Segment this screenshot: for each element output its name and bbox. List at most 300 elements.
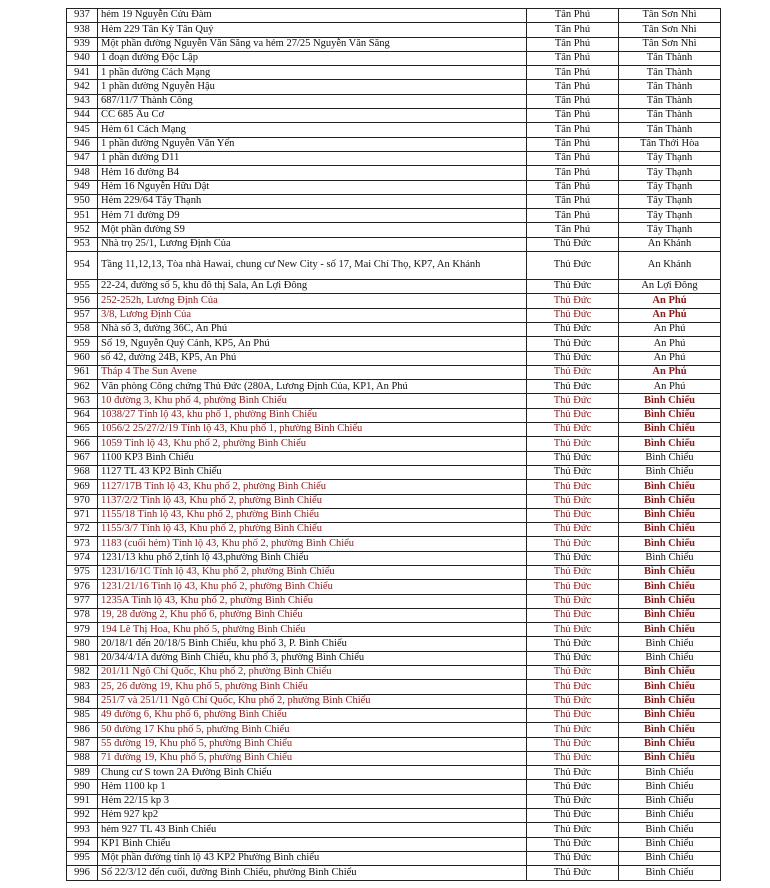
table-row [67,166,721,180]
address-cell: Một phần đường Nguyễn Văn Săng va hẻm 27/25 Nguyễn Văn Săng [98,37,527,51]
row-number-cell: 948 [67,166,98,180]
row-number-cell: 959 [67,337,98,351]
ward-cell: Bình Chiểu [619,465,721,479]
ward-cell: Bình Chiểu [619,794,721,808]
address-cell: 71 đường 19, Khu phố 5, phường Bình Chiểu [98,751,527,765]
district-cell: Thủ Đức [527,666,619,680]
table-row [67,423,721,437]
table-row [67,680,721,694]
ward-cell: Tân Sơn Nhì [619,37,721,51]
row-number-cell: 990 [67,780,98,794]
district-cell: Thủ Đức [527,594,619,608]
row-number-cell: 983 [67,680,98,694]
district-cell: Thủ Đức [527,480,619,494]
table-row [67,408,721,422]
row-number-cell: 964 [67,408,98,422]
district-cell: Thủ Đức [527,365,619,379]
ward-cell: An Phú [619,380,721,394]
ward-cell: Tây Thạnh [619,209,721,223]
row-number-cell: 943 [67,94,98,108]
table-row [67,337,721,351]
table-row [67,280,721,294]
row-number-cell: 988 [67,751,98,765]
table-row [67,780,721,794]
table-row [67,508,721,522]
table-row [67,294,721,308]
district-cell: Thủ Đức [527,252,619,280]
table-row [67,823,721,837]
ward-cell: Bình Chiểu [619,480,721,494]
table-row [67,751,721,765]
address-table [66,8,721,881]
ward-cell: Bình Chiểu [619,494,721,508]
ward-cell: Tân Thành [619,109,721,123]
table-row [67,252,721,280]
row-number-cell: 938 [67,23,98,37]
district-cell: Thủ Đức [527,465,619,479]
address-cell: Hẻm 16 Nguyễn Hữu Dật [98,180,527,194]
table-row [67,94,721,108]
table-row [67,437,721,451]
row-number-cell: 965 [67,423,98,437]
district-cell: Thủ Đức [527,337,619,351]
district-cell: Thủ Đức [527,451,619,465]
district-cell: Thủ Đức [527,680,619,694]
row-number-cell: 957 [67,308,98,322]
row-number-cell: 987 [67,737,98,751]
table-row [67,565,721,579]
address-cell: CC 685 Âu Cơ [98,109,527,123]
address-cell: 1038/27 Tỉnh lộ 43, khu phố 1, phường Bình Chiểu [98,408,527,422]
ward-cell: An Phú [619,294,721,308]
ward-cell: Tây Thạnh [619,194,721,208]
table-row [67,137,721,151]
row-number-cell: 963 [67,394,98,408]
ward-cell: Bình Chiểu [619,723,721,737]
table-row [67,666,721,680]
table-row [67,109,721,123]
row-number-cell: 937 [67,9,98,23]
address-cell: Hẻm 61 Cách Mạng [98,123,527,137]
district-cell: Thủ Đức [527,280,619,294]
address-cell: 687/11/7 Thành Công [98,94,527,108]
address-cell: 20/34/4/1A đường Bình Chiểu, khu phố 3, phường Bình Chiểu [98,651,527,665]
district-cell: Thủ Đức [527,237,619,251]
row-number-cell: 969 [67,480,98,494]
table-row [67,723,721,737]
row-number-cell: 944 [67,109,98,123]
table-row [67,594,721,608]
row-number-cell: 971 [67,508,98,522]
row-number-cell: 950 [67,194,98,208]
table-row [67,737,721,751]
ward-cell: An Phú [619,365,721,379]
row-number-cell: 976 [67,580,98,594]
row-number-cell: 947 [67,151,98,165]
district-cell: Thủ Đức [527,637,619,651]
district-cell: Tân Phú [527,209,619,223]
address-cell: Hẻm 927 kp2 [98,809,527,823]
table-row [67,151,721,165]
ward-cell: Bình Chiểu [619,580,721,594]
ward-cell: Tân Thới Hòa [619,137,721,151]
row-number-cell: 940 [67,51,98,65]
ward-cell: Bình Chiểu [619,394,721,408]
district-cell: Thủ Đức [527,537,619,551]
address-cell: 1 phần đường Cách Mạng [98,66,527,80]
table-row [67,237,721,251]
table-row [67,380,721,394]
district-cell: Thủ Đức [527,565,619,579]
district-cell: Thủ Đức [527,380,619,394]
table-row [67,623,721,637]
address-cell: 1 phần đường Nguyễn Hậu [98,80,527,94]
address-cell: 1183 (cuối hẻm) Tỉnh lộ 43, Khu phố 2, phường Bình Chiểu [98,537,527,551]
table-body [67,9,721,881]
table-row [67,223,721,237]
district-cell: Thủ Đức [527,608,619,622]
district-cell: Tân Phú [527,137,619,151]
row-number-cell: 973 [67,537,98,551]
ward-cell: Bình Chiểu [619,451,721,465]
address-cell: 1231/16/1C Tỉnh lộ 43, Khu phố 2, phường Bình Chiểu [98,565,527,579]
table-row [67,608,721,622]
address-cell: 1155/3/7 Tỉnh lộ 43, Khu phố 2, phường Bình Chiểu [98,523,527,537]
table-row [67,9,721,23]
row-number-cell: 952 [67,223,98,237]
address-cell: 1127/17B Tỉnh lộ 43, Khu phố 2, phường Bình Chiểu [98,480,527,494]
address-cell: 1 phần đường D11 [98,151,527,165]
district-cell: Thủ Đức [527,794,619,808]
ward-cell: Bình Chiểu [619,608,721,622]
district-cell: Thủ Đức [527,294,619,308]
address-cell: Hẻm 22/15 kp 3 [98,794,527,808]
address-cell: 1137/2/2 Tỉnh lộ 43, Khu phố 2, phường Bình Chiểu [98,494,527,508]
table-row [67,451,721,465]
address-cell: Nhà trọ 25/1, Lương Định Của [98,237,527,251]
address-cell: 1231/21/16 Tỉnh lộ 43, Khu phố 2, phường Bình Chiểu [98,580,527,594]
row-number-cell: 995 [67,851,98,865]
table-row [67,480,721,494]
table-row [67,394,721,408]
district-cell: Thủ Đức [527,823,619,837]
row-number-cell: 994 [67,837,98,851]
table-row [67,308,721,322]
row-number-cell: 970 [67,494,98,508]
address-cell: Nhà số 3, đường 36C, An Phú [98,322,527,336]
district-cell: Thủ Đức [527,694,619,708]
ward-cell: Bình Chiểu [619,594,721,608]
district-cell: Thủ Đức [527,723,619,737]
ward-cell: Tây Thạnh [619,166,721,180]
table-row [67,866,721,880]
table-row [67,766,721,780]
ward-cell: Tân Thành [619,51,721,65]
district-cell: Thủ Đức [527,851,619,865]
ward-cell: Bình Chiểu [619,551,721,565]
ward-cell: Bình Chiểu [619,508,721,522]
row-number-cell: 975 [67,565,98,579]
address-cell: Hẻm 229 Tân Kỳ Tân Quý [98,23,527,37]
district-cell: Thủ Đức [527,322,619,336]
address-cell: 55 đường 19, Khu phố 5, phường Bình Chiểu [98,737,527,751]
row-number-cell: 981 [67,651,98,665]
address-cell: Chung cư S town 2A Đường Bình Chiểu [98,766,527,780]
ward-cell: Tây Thạnh [619,180,721,194]
address-cell: Tầng 11,12,13, Tòa nhà Hawai, chung cư New City - số 17, Mai Chí Thọ, KP7, An Khánh [98,252,527,280]
table-row [67,465,721,479]
district-cell: Thủ Đức [527,308,619,322]
district-cell: Tân Phú [527,80,619,94]
address-cell: Một phần đường tỉnh lộ 43 KP2 Phường Bình chiểu [98,851,527,865]
table-row [67,537,721,551]
ward-cell: Tây Thạnh [619,151,721,165]
ward-cell: Bình Chiểu [619,737,721,751]
row-number-cell: 966 [67,437,98,451]
district-cell: Tân Phú [527,194,619,208]
row-number-cell: 974 [67,551,98,565]
table-row [67,580,721,594]
ward-cell: Bình Chiểu [619,694,721,708]
address-cell: Tháp 4 The Sun Avene [98,365,527,379]
district-cell: Thủ Đức [527,651,619,665]
ward-cell: Tân Sơn Nhì [619,9,721,23]
ward-cell: Bình Chiểu [619,751,721,765]
district-cell: Thủ Đức [527,423,619,437]
row-number-cell: 993 [67,823,98,837]
address-cell: 1100 KP3 Bình Chiểu [98,451,527,465]
district-cell: Thủ Đức [527,837,619,851]
address-cell: Số 19, Nguyễn Quý Cảnh, KP5, An Phú [98,337,527,351]
address-cell: Một phần đường S9 [98,223,527,237]
address-cell: hẻm 19 Nguyễn Cửu Đàm [98,9,527,23]
row-number-cell: 980 [67,637,98,651]
address-cell: 20/18/1 đến 20/18/5 Bình Chiểu, khu phố 3, P. Bình Chiểu [98,637,527,651]
table-row [67,551,721,565]
ward-cell: Tây Thạnh [619,223,721,237]
address-cell: 194 Lê Thị Hoa, Khu phố 5, phường Bình Chiểu [98,623,527,637]
ward-cell: Tân Thành [619,66,721,80]
row-number-cell: 977 [67,594,98,608]
ward-cell: Tân Sơn Nhì [619,23,721,37]
table-row [67,365,721,379]
district-cell: Thủ Đức [527,708,619,722]
row-number-cell: 982 [67,666,98,680]
row-number-cell: 945 [67,123,98,137]
district-cell: Thủ Đức [527,508,619,522]
ward-cell: Bình Chiểu [619,565,721,579]
ward-cell: Bình Chiểu [619,809,721,823]
table-row [67,351,721,365]
table-row [67,851,721,865]
ward-cell: An Phú [619,337,721,351]
ward-cell: Bình Chiểu [619,423,721,437]
ward-cell: Bình Chiểu [619,708,721,722]
row-number-cell: 985 [67,708,98,722]
address-cell: Hẻm 16 đường B4 [98,166,527,180]
table-row [67,809,721,823]
district-cell: Tân Phú [527,223,619,237]
district-cell: Tân Phú [527,37,619,51]
district-cell: Tân Phú [527,166,619,180]
ward-cell: Bình Chiểu [619,780,721,794]
row-number-cell: 961 [67,365,98,379]
ward-cell: Bình Chiểu [619,823,721,837]
row-number-cell: 972 [67,523,98,537]
address-cell: Hẻm 71 đường D9 [98,209,527,223]
ward-cell: Bình Chiểu [619,523,721,537]
row-number-cell: 989 [67,766,98,780]
row-number-cell: 941 [67,66,98,80]
district-cell: Thủ Đức [527,751,619,765]
row-number-cell: 962 [67,380,98,394]
address-cell: 10 đường 3, Khu phố 4, phường Bình Chiểu [98,394,527,408]
ward-cell: Tân Thành [619,94,721,108]
ward-cell: Bình Chiểu [619,666,721,680]
table-row [67,794,721,808]
address-cell: 50 đường 17 Khu phố 5, phường Bình Chiểu [98,723,527,737]
ward-cell: An Khánh [619,252,721,280]
table-row [67,194,721,208]
table-row [67,322,721,336]
row-number-cell: 949 [67,180,98,194]
address-cell: 3/8, Lương Định Của [98,308,527,322]
address-cell: 22-24, đường số 5, khu đô thị Sala, An Lợi Đông [98,280,527,294]
district-cell: Thủ Đức [527,866,619,880]
table-row [67,180,721,194]
district-cell: Thủ Đức [527,394,619,408]
district-cell: Tân Phú [527,180,619,194]
table-row [67,651,721,665]
ward-cell: Tân Thành [619,123,721,137]
ward-cell: An Phú [619,322,721,336]
district-cell: Tân Phú [527,123,619,137]
address-cell: 1059 Tỉnh lộ 43, Khu phố 2, phường Bình Chiểu [98,437,527,451]
row-number-cell: 942 [67,80,98,94]
row-number-cell: 939 [67,37,98,51]
row-number-cell: 946 [67,137,98,151]
district-cell: Thủ Đức [527,351,619,365]
address-cell: 1 phần đường Nguyễn Văn Yến [98,137,527,151]
ward-cell: Bình Chiểu [619,537,721,551]
address-cell: 19, 28 đường 2, Khu phố 6, phường Bình Chiểu [98,608,527,622]
row-number-cell: 958 [67,322,98,336]
row-number-cell: 996 [67,866,98,880]
address-cell: 1235A Tỉnh lộ 43, Khu phố 2, phường Bình Chiểu [98,594,527,608]
ward-cell: Bình Chiểu [619,637,721,651]
ward-cell: Bình Chiểu [619,623,721,637]
district-cell: Thủ Đức [527,551,619,565]
district-cell: Tân Phú [527,23,619,37]
table-row [67,37,721,51]
row-number-cell: 986 [67,723,98,737]
row-number-cell: 960 [67,351,98,365]
row-number-cell: 954 [67,252,98,280]
district-cell: Tân Phú [527,151,619,165]
address-cell: 251/7 và 251/11 Ngô Chí Quốc, Khu phố 2, phường Bình Chiểu [98,694,527,708]
table-row [67,708,721,722]
row-number-cell: 992 [67,809,98,823]
address-cell: 201/11 Ngô Chí Quốc, Khu phố 2, phường Bình Chiểu [98,666,527,680]
address-cell: 1 đoạn đường Độc Lập [98,51,527,65]
address-cell: 252-252h, Lương Định Của [98,294,527,308]
district-cell: Thủ Đức [527,437,619,451]
ward-cell: Bình Chiểu [619,408,721,422]
address-cell: KP1 Bình Chiểu [98,837,527,851]
address-cell: 1155/18 Tỉnh lộ 43, Khu phố 2, phường Bình Chiểu [98,508,527,522]
row-number-cell: 984 [67,694,98,708]
row-number-cell: 951 [67,209,98,223]
ward-cell: An Lợi Đông [619,280,721,294]
district-cell: Tân Phú [527,94,619,108]
address-cell: 1231/13 khu phố 2,tỉnh lộ 43,phường Bình Chiểu [98,551,527,565]
table-row [67,694,721,708]
district-cell: Thủ Đức [527,408,619,422]
ward-cell: Bình Chiểu [619,437,721,451]
district-cell: Thủ Đức [527,809,619,823]
table-row [67,637,721,651]
table-row [67,80,721,94]
district-cell: Thủ Đức [527,780,619,794]
table-row [67,523,721,537]
table-row [67,494,721,508]
address-cell: Số 22/3/12 đến cuối, đường Bình Chiểu, phường Bình Chiểu [98,866,527,880]
row-number-cell: 953 [67,237,98,251]
table-row [67,51,721,65]
address-cell: 1056/2 25/27/2/19 Tỉnh lộ 43, Khu phố 1, phường Bình Chiểu [98,423,527,437]
row-number-cell: 956 [67,294,98,308]
table-row [67,123,721,137]
ward-cell: An Khánh [619,237,721,251]
ward-cell: Bình Chiểu [619,680,721,694]
ward-cell: Bình Chiểu [619,766,721,780]
row-number-cell: 979 [67,623,98,637]
address-cell: Hẻm 1100 kp 1 [98,780,527,794]
address-cell: số 42, đường 24B, KP5, An Phú [98,351,527,365]
table-row [67,837,721,851]
district-cell: Tân Phú [527,9,619,23]
district-cell: Tân Phú [527,66,619,80]
address-cell: Hẻm 229/64 Tây Thạnh [98,194,527,208]
row-number-cell: 968 [67,465,98,479]
row-number-cell: 978 [67,608,98,622]
row-number-cell: 991 [67,794,98,808]
district-cell: Thủ Đức [527,737,619,751]
ward-cell: Tân Thành [619,80,721,94]
ward-cell: An Phú [619,308,721,322]
ward-cell: Bình Chiểu [619,837,721,851]
ward-cell: Bình Chiểu [619,851,721,865]
address-cell: Văn phòng Công chứng Thủ Đức (280A, Lương Định Của, KP1, An Phú [98,380,527,394]
table-row [67,23,721,37]
address-cell: 49 đường 6, Khu phố 6, phường Bình Chiểu [98,708,527,722]
district-cell: Thủ Đức [527,623,619,637]
ward-cell: Bình Chiểu [619,866,721,880]
table-row [67,66,721,80]
row-number-cell: 955 [67,280,98,294]
ward-cell: An Phú [619,351,721,365]
ward-cell: Bình Chiểu [619,651,721,665]
district-cell: Thủ Đức [527,523,619,537]
address-cell: 1127 TL 43 KP2 Bình Chiểu [98,465,527,479]
district-cell: Thủ Đức [527,766,619,780]
address-cell: hẻm 927 TL 43 Bình Chiểu [98,823,527,837]
district-cell: Tân Phú [527,109,619,123]
district-cell: Tân Phú [527,51,619,65]
row-number-cell: 967 [67,451,98,465]
district-cell: Thủ Đức [527,580,619,594]
district-cell: Thủ Đức [527,494,619,508]
